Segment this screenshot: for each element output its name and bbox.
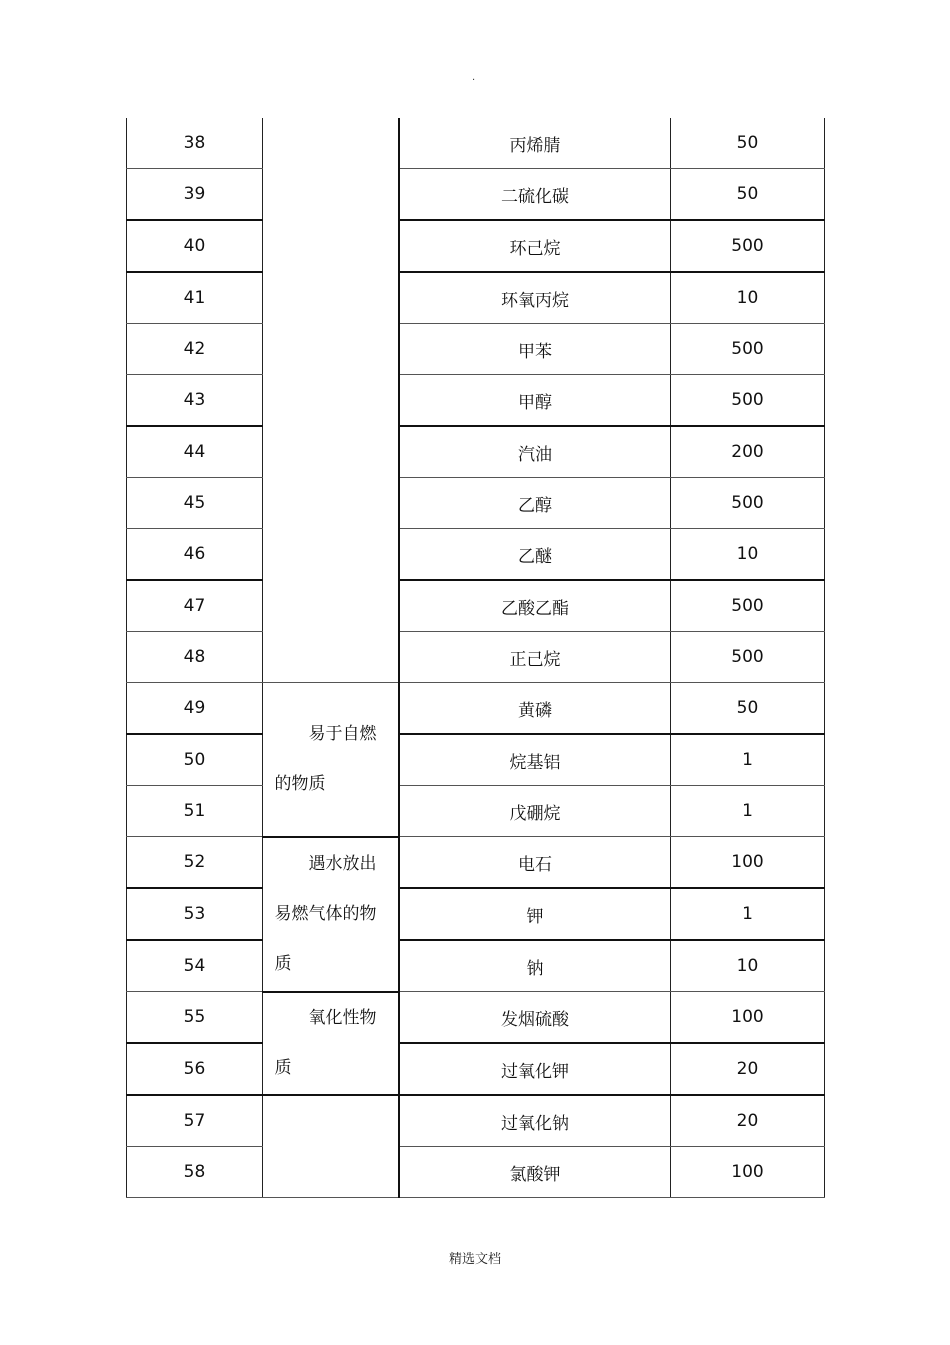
chemical-name: 乙醇 — [399, 478, 671, 529]
category-cell-oxidizing: 氧化性物质 — [263, 992, 400, 1096]
row-number: 48 — [127, 632, 263, 683]
table-row — [127, 169, 825, 221]
table-row — [127, 940, 825, 992]
chemical-name: 钾 — [399, 888, 671, 940]
chemical-name: 环氧丙烷 — [399, 272, 671, 324]
table-row — [127, 888, 825, 940]
chemical-name: 丙烯腈 — [399, 118, 671, 169]
row-number: 44 — [127, 426, 263, 478]
category-cell-water-reactive: 遇水放出易燃气体的物质 — [263, 837, 400, 992]
threshold-quantity: 10 — [671, 272, 825, 324]
table-row — [127, 992, 825, 1044]
threshold-quantity: 500 — [671, 324, 825, 375]
row-number: 54 — [127, 940, 263, 992]
row-number: 38 — [127, 118, 263, 169]
table-row — [127, 375, 825, 427]
chemical-name: 氯酸钾 — [399, 1147, 671, 1198]
row-number: 52 — [127, 837, 263, 889]
threshold-quantity: 100 — [671, 1147, 825, 1198]
table-row — [127, 426, 825, 478]
row-number: 49 — [127, 683, 263, 735]
table-row — [127, 786, 825, 837]
table-row — [127, 1043, 825, 1095]
table-row — [127, 837, 825, 889]
row-number: 50 — [127, 734, 263, 786]
table-row — [127, 529, 825, 581]
chemical-name: 过氧化钠 — [399, 1095, 671, 1147]
hazardous-chemicals-table — [126, 118, 825, 1198]
chemical-name: 甲醇 — [399, 375, 671, 427]
row-number: 47 — [127, 580, 263, 632]
threshold-quantity: 500 — [671, 632, 825, 683]
threshold-quantity: 10 — [671, 529, 825, 581]
chemical-name: 乙醚 — [399, 529, 671, 581]
table-row — [127, 683, 825, 735]
threshold-quantity: 500 — [671, 375, 825, 427]
chemical-name: 甲苯 — [399, 324, 671, 375]
row-number: 51 — [127, 786, 263, 837]
category-cell-spontaneous-combustion: 易于自燃的物质 — [263, 683, 400, 837]
table-row — [127, 580, 825, 632]
row-number: 42 — [127, 324, 263, 375]
table-row — [127, 324, 825, 375]
threshold-quantity: 50 — [671, 683, 825, 735]
threshold-quantity: 20 — [671, 1095, 825, 1147]
row-number: 43 — [127, 375, 263, 427]
table-row — [127, 1095, 825, 1147]
chemical-name: 过氧化钾 — [399, 1043, 671, 1095]
chemical-name: 二硫化碳 — [399, 169, 671, 221]
row-number: 57 — [127, 1095, 263, 1147]
row-number: 41 — [127, 272, 263, 324]
threshold-quantity: 200 — [671, 426, 825, 478]
row-number: 39 — [127, 169, 263, 221]
chemical-name: 烷基铝 — [399, 734, 671, 786]
chemical-name: 环己烷 — [399, 220, 671, 272]
table-row — [127, 272, 825, 324]
threshold-quantity: 100 — [671, 837, 825, 889]
page-footer: 精选文档 — [448, 1252, 501, 1267]
table-row — [127, 478, 825, 529]
threshold-quantity: 1 — [671, 734, 825, 786]
table-row — [127, 118, 825, 169]
chemical-name: 汽油 — [399, 426, 671, 478]
threshold-quantity: 500 — [671, 478, 825, 529]
threshold-quantity: 500 — [671, 220, 825, 272]
chemical-name: 正己烷 — [399, 632, 671, 683]
threshold-quantity: 500 — [671, 580, 825, 632]
threshold-quantity: 100 — [671, 992, 825, 1044]
threshold-quantity: 1 — [671, 786, 825, 837]
chemical-name: 发烟硫酸 — [399, 992, 671, 1044]
row-number: 56 — [127, 1043, 263, 1095]
threshold-quantity: 1 — [671, 888, 825, 940]
page-header-mark: . — [472, 72, 476, 83]
chemical-name: 黄磷 — [399, 683, 671, 735]
row-number: 45 — [127, 478, 263, 529]
table-row — [127, 1147, 825, 1198]
threshold-quantity: 10 — [671, 940, 825, 992]
threshold-quantity: 20 — [671, 1043, 825, 1095]
category-cell-flammable-liquid — [263, 118, 400, 683]
chemical-name: 戊硼烷 — [399, 786, 671, 837]
table-row — [127, 734, 825, 786]
row-number: 53 — [127, 888, 263, 940]
chemical-name: 乙酸乙酯 — [399, 580, 671, 632]
chemical-name: 电石 — [399, 837, 671, 889]
table-row — [127, 632, 825, 683]
row-number: 40 — [127, 220, 263, 272]
threshold-quantity: 50 — [671, 118, 825, 169]
category-cell-continued — [263, 1095, 400, 1198]
row-number: 55 — [127, 992, 263, 1044]
row-number: 46 — [127, 529, 263, 581]
row-number: 58 — [127, 1147, 263, 1198]
table-row — [127, 220, 825, 272]
threshold-quantity: 50 — [671, 169, 825, 221]
chemical-name: 钠 — [399, 940, 671, 992]
